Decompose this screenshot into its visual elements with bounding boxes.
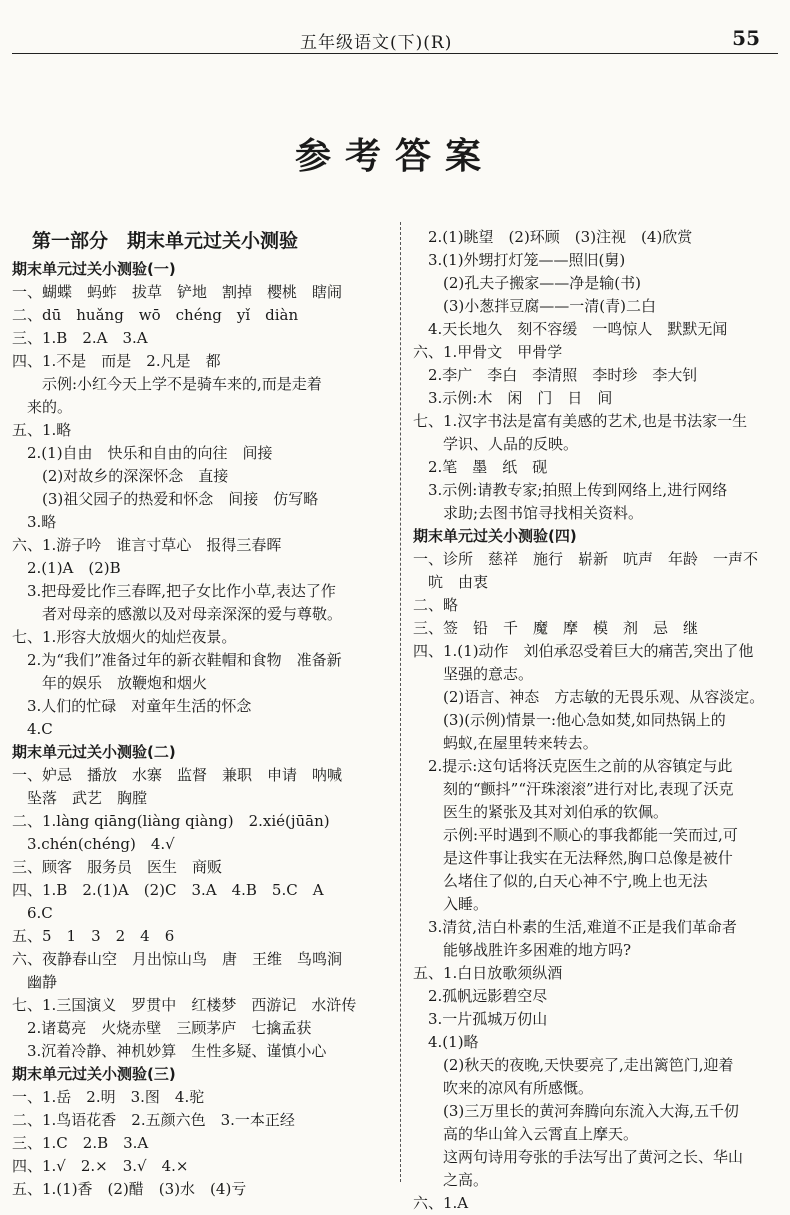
answer-line: 2.笔 墨 纸 砚 [413, 458, 548, 476]
answer-line: 之高。 [413, 1171, 489, 1189]
answer-line: 学识、人品的反映。 [413, 435, 579, 453]
answer-line: 2.李广 李白 李清照 李时珍 李大钊 [413, 366, 698, 384]
answer-line: 四、1.不是 而是 2.凡是 都 [12, 352, 221, 370]
quiz-heading: 期末单元过关小测验(一) [12, 260, 176, 278]
page-title: 参考答案 [294, 136, 495, 177]
running-title: 五年级语文(下)(R) [300, 33, 453, 53]
answer-line: 四、1.B 2.(1)A (2)C 3.A 4.B 5.C A [12, 881, 324, 899]
answer-line: 刻的“颤抖”“汗珠滚滚”进行对比,表现了沃克 [413, 780, 734, 798]
answer-line: 二、dū huǎng wō chéng yǐ diàn [12, 306, 299, 324]
answer-line: 3.示例:请教专家;拍照上传到网络上,进行网络 [413, 481, 728, 499]
answer-line: 2.提示:这句话将沃克医生之前的从容镇定与此 [413, 757, 733, 775]
answer-line: 三、签 铅 千 魔 摩 模 剂 忌 继 [413, 619, 699, 637]
answer-line: 五、1.白日放歌须纵酒 [413, 964, 563, 982]
answer-line: 医生的紧张及其对刘伯承的钦佩。 [413, 803, 669, 821]
quiz-heading: 期末单元过关小测验(二) [12, 743, 176, 761]
quiz-heading: 期末单元过关小测验(四) [413, 527, 577, 545]
answer-line: 3.沉着冷静、神机妙算 生性多疑、谨慎小心 [12, 1042, 327, 1060]
answer-line: (3)小葱拌豆腐——一清(青)二白 [413, 297, 656, 315]
answer-line: 四、1.(1)动作 刘伯承忍受着巨大的痛苦,突出了他 [413, 642, 754, 660]
answer-line: 入睡。 [413, 895, 489, 913]
left-column [12, 224, 388, 1201]
answer-line: 2.(1)A (2)B [12, 559, 121, 577]
answer-line: (2)孔夫子搬家——净是输(书) [413, 274, 641, 292]
answer-line: 四、1.√ 2.× 3.√ 4.× [12, 1157, 189, 1175]
answer-line: 吭 由衷 [413, 573, 489, 591]
quiz-heading: 期末单元过关小测验(三) [12, 1065, 176, 1083]
page-number: 55 [732, 26, 760, 50]
answer-line: 3.chén(chéng) 4.√ [12, 835, 175, 853]
answer-line: 是这件事让我实在无法释然,胸口总像是被什 [413, 849, 733, 867]
answer-line: 六、1.甲骨文 甲骨学 [413, 343, 563, 361]
answer-line: 2.(1)眺望 (2)环顾 (3)注视 (4)欣赏 [413, 228, 693, 246]
answer-line: (3)(示例)情景一:他心急如焚,如同热锅上的 [413, 711, 726, 729]
answer-line: (2)秋天的夜晚,天快要亮了,走出篱笆门,迎着 [413, 1056, 734, 1074]
answer-line: (2)对故乡的深深怀念 直接 [12, 467, 229, 485]
answer-line: 4.(1)略 [413, 1033, 479, 1051]
answer-line: 坚强的意志。 [413, 665, 534, 683]
answer-line: 来的。 [12, 398, 73, 416]
column-divider [400, 222, 401, 1182]
answer-line: 幽静 [12, 973, 58, 991]
answer-line: 二、略 [413, 596, 459, 614]
answer-line: 五、1.(1)香 (2)醋 (3)水 (4)亏 [12, 1180, 247, 1198]
answer-line: 3.人们的忙碌 对童年生活的怀念 [12, 697, 252, 715]
answer-line: 示例:平时遇到不顺心的事我都能一笑而过,可 [413, 826, 738, 844]
answer-line: 么堵住了似的,白天心神不宁,晚上也无法 [413, 872, 708, 890]
answer-line: 六、1.A [413, 1194, 469, 1212]
answer-line: (3)祖父园子的热爱和怀念 间接 仿写略 [12, 490, 319, 508]
answer-line: 4.C [12, 720, 53, 738]
answer-line: 三、1.B 2.A 3.A [12, 329, 148, 347]
answer-line: 3.略 [12, 513, 57, 531]
answer-line: 七、1.形容大放烟火的灿烂夜景。 [12, 628, 237, 646]
answer-line: 能够战胜许多困难的地方吗? [413, 941, 632, 959]
answer-line: 3.把母爱比作三春晖,把子女比作小草,表达了作 [12, 582, 336, 600]
answer-line: 2.诸葛亮 火烧赤壁 三顾茅庐 七擒孟获 [12, 1019, 312, 1037]
answer-line: 二、1.鸟语花香 2.五颜六色 3.一本正经 [12, 1111, 295, 1129]
answer-line: 一、诊所 慈祥 施行 崭新 吭声 年龄 一声不 [413, 550, 759, 568]
answer-line: 求助;去图书馆寻找相关资料。 [413, 504, 644, 522]
answer-line: 五、1.略 [12, 421, 72, 439]
answer-line: 2.(1)自由 快乐和自由的向往 间接 [12, 444, 273, 462]
answer-line: 七、1.三国演义 罗贯中 红楼梦 西游记 水浒传 [12, 996, 357, 1014]
answer-line: 六、夜静春山空 月出惊山鸟 唐 王维 鸟鸣涧 [12, 950, 343, 968]
answer-line: 3.清贫,洁白朴素的生活,难道不正是我们革命者 [413, 918, 737, 936]
answer-line: 3.一片孤城万仞山 [413, 1010, 548, 1028]
answer-line: 三、顾客 服务员 医生 商贩 [12, 858, 223, 876]
answer-line: 七、1.汉字书法是富有美感的艺术,也是书法家一生 [413, 412, 748, 430]
answer-line: 2.为“我们”准备过年的新衣鞋帽和食物 准备新 [12, 651, 342, 669]
answer-line: 蚂蚁,在屋里转来转去。 [413, 734, 598, 752]
answer-line: 2.孤帆远影碧空尽 [413, 987, 548, 1005]
answer-line: 坠落 武艺 胸膛 [12, 789, 148, 807]
right-column [413, 226, 780, 1215]
answer-line: 六、1.游子吟 谁言寸草心 报得三春晖 [12, 536, 282, 554]
answer-line: (3)三万里长的黄河奔腾向东流入大海,五千仞 [413, 1102, 740, 1120]
header-rule [12, 53, 778, 54]
answer-line: 三、1.C 2.B 3.A [12, 1134, 149, 1152]
answer-line: (2)语言、神态 方志敏的无畏乐观、从容淡定。 [413, 688, 765, 706]
answer-line: 这两句诗用夸张的手法写出了黄河之长、华山 [413, 1148, 744, 1166]
answer-line: 五、5 1 3 2 4 6 [12, 927, 175, 945]
answer-line: 高的华山耸入云霄直上摩天。 [413, 1125, 639, 1143]
answer-line: 一、妒忌 播放 水寨 监督 兼职 申请 呐喊 [12, 766, 343, 784]
answer-line: 3.示例:木 闲 门 日 间 [413, 389, 613, 407]
answer-line: 一、1.岳 2.明 3.图 4.驼 [12, 1088, 205, 1106]
answer-line: 年的娱乐 放鞭炮和烟火 [12, 674, 208, 692]
answer-line: 吹来的凉风有所感慨。 [413, 1079, 594, 1097]
answer-line: 二、1.làng qiāng(liàng qiàng) 2.xié(jūān) [12, 812, 330, 830]
page-header [0, 0, 790, 56]
answer-line: 示例:小红今天上学不是骑车来的,而是走着 [12, 375, 322, 393]
section-title: 第一部分 期末单元过关小测验 [32, 230, 299, 252]
answer-line: 一、蝴蝶 蚂蚱 拔草 铲地 割掉 樱桃 瞎闹 [12, 283, 343, 301]
answer-line: 者对母亲的感激以及对母亲深深的爱与尊敬。 [12, 605, 343, 623]
answer-line: 4.天长地久 刻不容缓 一鸣惊人 默默无闻 [413, 320, 728, 338]
answer-line: 3.(1)外甥打灯笼——照旧(舅) [413, 251, 626, 269]
answer-line: 6.C [12, 904, 53, 922]
